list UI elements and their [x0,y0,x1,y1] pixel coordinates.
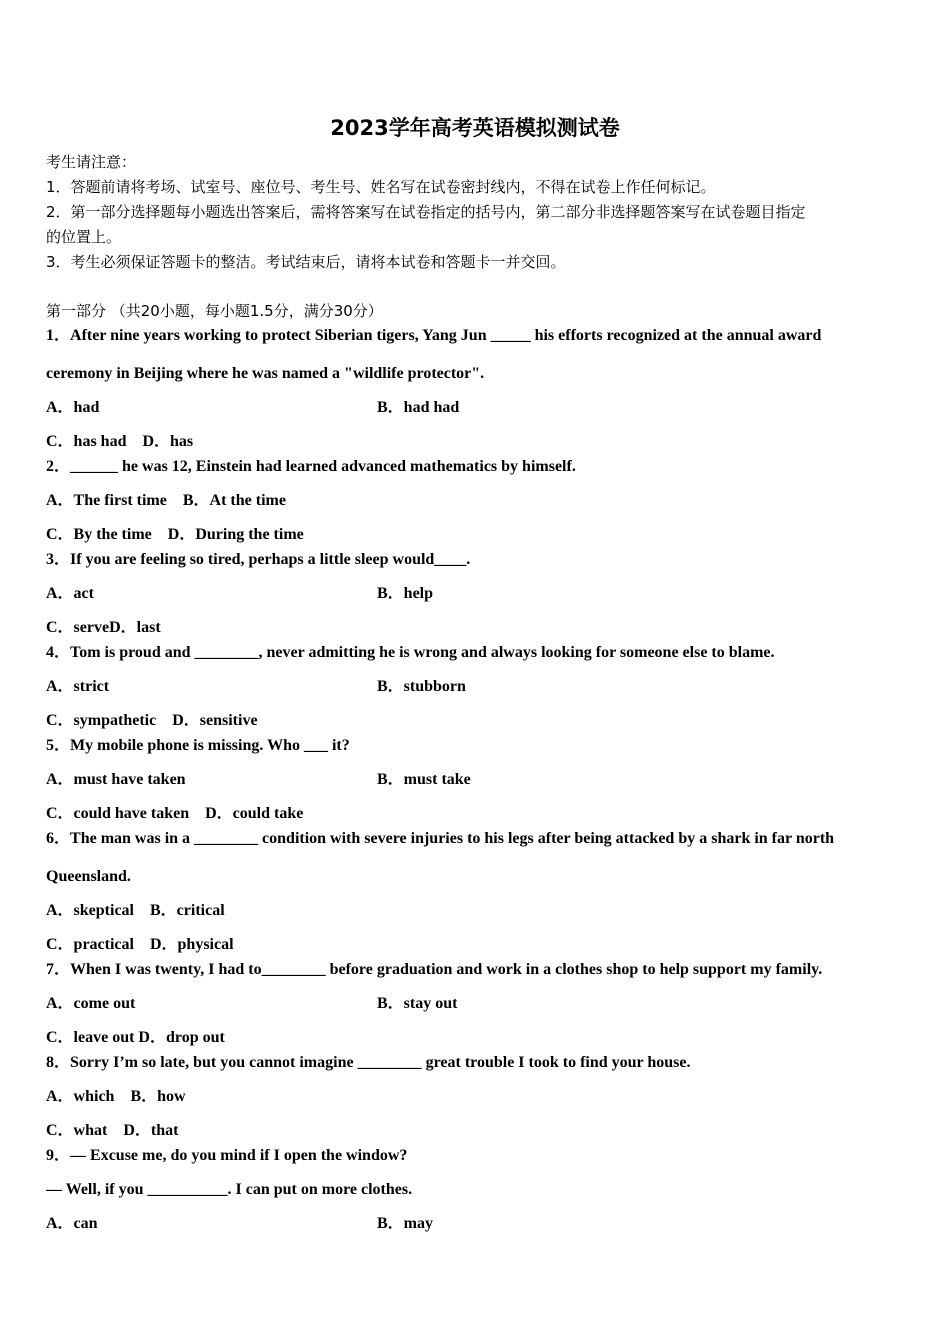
option-row [46,584,434,604]
question-stem-continued: ceremony in Beijing where he was named a "wildlife protector". [46,365,485,382]
section-heading: 第一部分 （共20小题，每小题1.5分，满分30分） [46,302,383,320]
option-a[interactable]: A．had [46,399,100,416]
question-2 [46,457,576,477]
option-b[interactable]: B．stubborn [377,678,466,695]
question-4 [46,643,775,663]
option-cd[interactable]: C．sympathetic D．sensitive [46,712,258,729]
option-b[interactable]: B．stay out [377,995,458,1012]
option-a[interactable]: A．act [46,585,94,602]
question-stem: — Excuse me, do you mind if I open the window? [70,1147,408,1164]
option-row [46,677,466,697]
question-6 [46,829,834,849]
question-stem: The man was in a ________ condition with severe injuries to his legs after being attacked by a shark in far north [70,830,835,847]
exam-title: 2023学年高考英语模拟测试卷 [330,116,620,140]
question-7 [46,960,822,980]
question-number: 3． [46,551,71,568]
option-row [46,770,471,790]
option-b[interactable]: B．must take [377,771,471,788]
question-stem: Tom is proud and ________, never admitting he is wrong and always looking for someone else to blame. [70,644,775,661]
option-a[interactable]: A．can [46,1215,98,1232]
option-ab[interactable]: A．skeptical B．critical [46,902,225,919]
question-number: 4． [46,644,71,661]
notice-item: 1．答题前请将考场、试室号、座位号、考生号、姓名写在试卷密封线内，不得在试卷上作任何标记。 [46,178,716,196]
question-number: 9． [46,1147,71,1164]
option-b[interactable]: B．had had [377,399,460,416]
question-number: 1． [46,327,71,344]
option-b[interactable]: B．may [377,1215,434,1232]
option-a[interactable]: A．come out [46,995,136,1012]
option-cd[interactable]: C．leave out D．drop out [46,1029,225,1046]
option-ab[interactable]: A．The first time B．At the time [46,492,286,509]
option-row [46,994,458,1014]
question-number: 8． [46,1054,71,1071]
question-9 [46,1146,407,1166]
question-3 [46,550,470,570]
option-cd[interactable]: C．practical D．physical [46,936,234,953]
question-stem: When I was twenty, I had to________ before graduation and work in a clothes shop to help support my family. [70,961,823,978]
option-a[interactable]: A．strict [46,678,110,695]
option-cd[interactable]: C．has had D．has [46,433,194,450]
notice-item: 2．第一部分选择题每小题选出答案后，需将答案写在试卷指定的括号内，第二部分非选择题答案写在试卷题目指定 [46,203,806,221]
question-number: 2． [46,458,71,475]
option-a[interactable]: A．must have taken [46,771,186,788]
question-stem: ______ he was 12, Einstein had learned advanced mathematics by himself. [70,458,576,475]
option-row [46,398,460,418]
option-cd[interactable]: C．By the time D．During the time [46,526,304,543]
question-number: 6． [46,830,71,847]
notice-item: 3．考生必须保证答题卡的整洁。考试结束后，请将本试卷和答题卡一并交回。 [46,253,566,271]
option-cd[interactable]: C．what D．that [46,1122,179,1139]
question-number: 7． [46,961,71,978]
question-stem: If you are feeling so tired, perhaps a little sleep would____. [70,551,471,568]
option-row [46,1214,434,1234]
question-stem: My mobile phone is missing. Who ___ it? [70,737,350,754]
question-stem: Sorry I’m so late, but you cannot imagine ________ great trouble I took to find your house. [70,1054,691,1071]
question-stem-continued: Queensland. [46,868,131,885]
question-1 [46,326,821,346]
option-cd[interactable]: C．could have taken D．could take [46,805,304,822]
question-number: 5． [46,737,71,754]
question-stem: After nine years working to protect Siberian tigers, Yang Jun _____ his efforts recognized at the annual award [70,327,822,344]
notice-heading: 考生请注意： [46,153,137,171]
question-5 [46,736,350,756]
option-ab[interactable]: A．which B．how [46,1088,186,1105]
question-stem-continued: — Well, if you __________. I can put on more clothes. [46,1181,413,1198]
option-b[interactable]: B．help [377,585,434,602]
option-cd[interactable]: C．serveD．last [46,619,161,636]
notice-item: 的位置上。 [46,228,122,246]
question-8 [46,1053,690,1073]
